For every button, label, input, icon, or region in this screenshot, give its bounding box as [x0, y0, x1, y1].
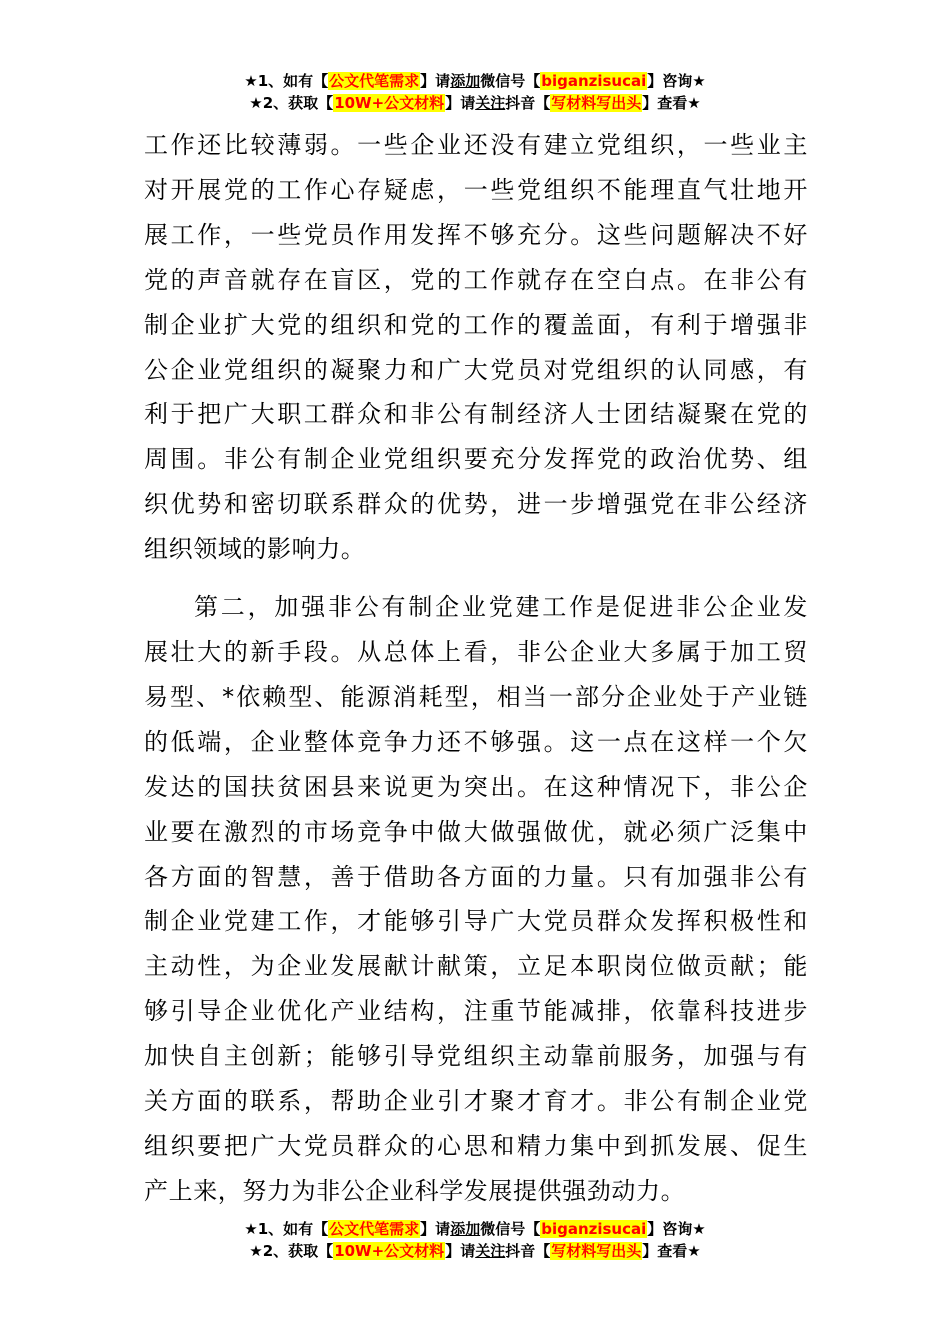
banner-highlight: biganzisucai: [541, 72, 647, 90]
text-line: 发达的国扶贫困县来说更为突出。在这种情况下，非公企: [144, 772, 808, 801]
banner-line-1: [0, 70, 950, 92]
banner-highlight: 10W+公文材料: [334, 1242, 445, 1260]
banner-text: 抖音【: [505, 94, 551, 112]
text-line: 织优势和密切联系群众的优势，进一步增强党在非公经济: [144, 490, 808, 519]
text-line: 党的声音就存在盲区，党的工作就存在空白点。在非公有: [144, 265, 808, 294]
bottom-banner: [0, 1218, 950, 1262]
text-line: 制企业扩大党的组织和党的工作的覆盖面，有利于增强非: [144, 310, 808, 339]
banner-text: 】请: [420, 1220, 451, 1238]
banner-highlight: 写材料写出头: [551, 94, 642, 112]
banner-line-2: [0, 1240, 950, 1262]
banner-underlined: 关注: [475, 94, 506, 112]
banner-underlined: 关注: [475, 1242, 506, 1260]
banner-highlight: 10W+公文材料: [334, 94, 445, 112]
banner-highlight: biganzisucai: [541, 1220, 647, 1238]
banner-underlined: 添加: [450, 72, 481, 90]
banner-text: 】请: [445, 1242, 476, 1260]
banner-text: ★2、获取【: [249, 1242, 334, 1260]
text-line: 组织要把广大党员群众的心思和精力集中到抓发展、促生: [144, 1131, 808, 1160]
banner-text: 】请: [445, 94, 476, 112]
banner-text: 微信号【: [480, 72, 541, 90]
banner-text: 】咨询★: [647, 1220, 706, 1238]
banner-text: ★1、如有【: [244, 1220, 329, 1238]
banner-text: 抖音【: [505, 1242, 551, 1260]
text-line: 公企业党组织的凝聚力和广大党员对党组织的认同感，有: [144, 355, 808, 384]
banner-text: ★1、如有【: [244, 72, 329, 90]
text-line: 周围。非公有制企业党组织要充分发挥党的政治优势、组: [144, 445, 808, 474]
text-line: 展工作，一些党员作用发挥不够充分。这些问题解决不好: [144, 220, 808, 249]
text-line: 展壮大的新手段。从总体上看，非公企业大多属于加工贸: [144, 637, 808, 666]
banner-text: 】请: [420, 72, 451, 90]
banner-text: 】查看★: [642, 1242, 701, 1260]
text-line: 业要在激烈的市场竞争中做大做强做优，就必须广泛集中: [144, 817, 808, 846]
banner-highlight: 写材料写出头: [551, 1242, 642, 1260]
text-line: 利于把广大职工群众和非公有制经济人士团结凝聚在党的: [144, 400, 808, 429]
banner-text: 微信号【: [480, 1220, 541, 1238]
banner-highlight: 公文代笔需求: [329, 72, 420, 90]
document-body: [144, 123, 808, 1214]
banner-text: 】查看★: [642, 94, 701, 112]
text-line: 够引导企业优化产业结构，注重节能减排，依靠科技进步: [144, 997, 808, 1026]
text-line: 加快自主创新；能够引导党组织主动靠前服务，加强与有: [144, 1042, 808, 1071]
text-line: 组织领域的影响力。: [144, 535, 366, 564]
paragraph-2: [144, 585, 808, 1214]
text-line: 易型、*依赖型、能源消耗型，相当一部分企业处于产业链: [144, 682, 808, 711]
banner-text: 】咨询★: [647, 72, 706, 90]
text-line: 的低端，企业整体竞争力还不够强。这一点在这样一个欠: [144, 727, 808, 756]
text-line: 主动性，为企业发展献计献策，立足本职岗位做贡献；能: [144, 952, 808, 981]
banner-line-1: [0, 1218, 950, 1240]
banner-text: ★2、获取【: [249, 94, 334, 112]
banner-highlight: 公文代笔需求: [329, 1220, 420, 1238]
banner-line-2: [0, 92, 950, 114]
paragraph-1: [144, 123, 808, 572]
text-line: 各方面的智慧，善于借助各方面的力量。只有加强非公有: [144, 862, 808, 891]
text-line: 对开展党的工作心存疑虑，一些党组织不能理直气壮地开: [144, 175, 808, 204]
banner-underlined: 添加: [450, 1220, 481, 1238]
text-line: 制企业党建工作，才能够引导广大党员群众发挥积极性和: [144, 907, 808, 936]
text-line: 产上来，努力为非公企业科学发展提供强劲动力。: [144, 1176, 686, 1205]
text-line: 第二，加强非公有制企业党建工作是促进非公企业发: [194, 593, 808, 622]
top-banner: [0, 70, 950, 114]
text-line: 工作还比较薄弱。一些企业还没有建立党组织，一些业主: [144, 131, 808, 159]
text-line: 关方面的联系，帮助企业引才聚才育才。非公有制企业党: [144, 1087, 808, 1116]
